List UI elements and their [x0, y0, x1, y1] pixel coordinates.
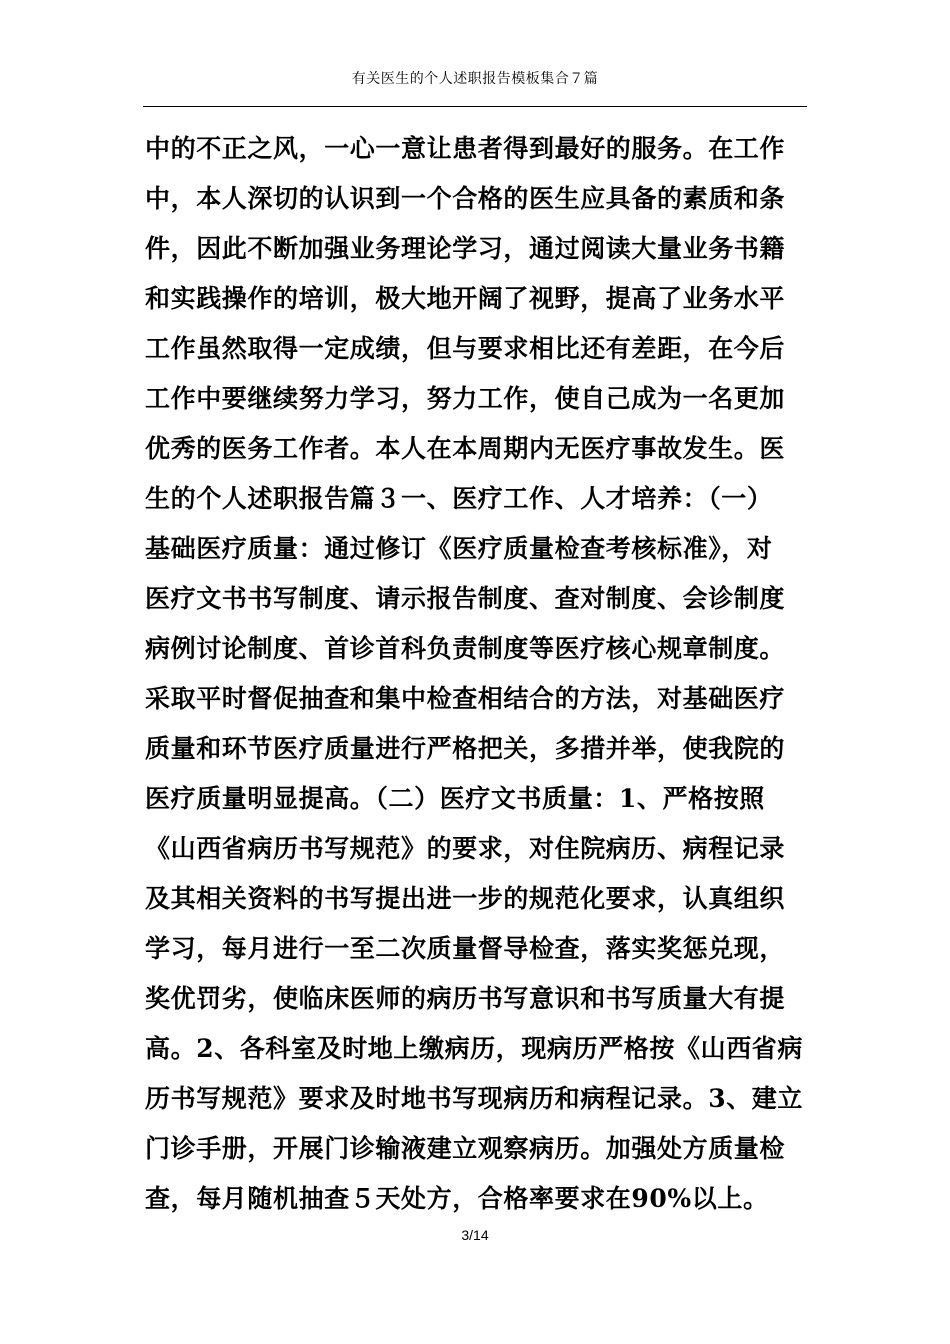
page-number: 3/14	[461, 1227, 489, 1243]
header-divider	[143, 106, 807, 107]
body-line: 生的个人述职报告篇３一、医疗工作、人才培养：（一）	[145, 484, 773, 513]
body-line: 和实践操作的培训，极大地开阔了视野，提高了业务水平	[145, 284, 786, 313]
body-line: 学习，每月进行一至二次质量督导检查，落实奖惩兑现，	[145, 934, 786, 963]
body-line: 件，因此不断加强业务理论学习，通过阅读大量业务书籍	[145, 234, 786, 263]
body-line: 病例讨论制度、首诊首科负责制度等医疗核心规章制度。	[145, 634, 786, 663]
running-header-title: 有关医生的个人述职报告模板集合７篇	[351, 71, 599, 87]
body-line: 质量和环节医疗质量进行严格把关，多措并举，使我院的	[145, 734, 786, 763]
body-line: 历书写规范》要求及时地书写现病历和病程记录。3、建立	[145, 1084, 803, 1113]
body-line: 采取平时督促抽查和集中检查相结合的方法，对基础医疗	[145, 684, 786, 713]
body-line: 优秀的医务工作者。本人在本周期内无医疗事故发生。医	[145, 434, 786, 463]
body-line: 《山西省病历书写规范》的要求，对住院病历、病程记录	[145, 834, 786, 863]
body-line: 工作中要继续努力学习，努力工作，使自己成为一名更加	[145, 384, 786, 413]
body-line: 医疗质量明显提高。（二）医疗文书质量：1、严格按照	[145, 784, 765, 813]
body-line: 奖优罚劣，使临床医师的病历书写意识和书写质量大有提	[145, 984, 786, 1013]
body-text	[145, 124, 825, 1224]
body-line: 高。2、各科室及时地上缴病历，现病历严格按《山西省病	[145, 1034, 803, 1063]
body-line: 工作虽然取得一定成绩，但与要求相比还有差距，在今后	[145, 334, 786, 363]
body-line: 中，本人深切的认识到一个合格的医生应具备的素质和条	[145, 184, 786, 213]
body-line: 基础医疗质量：通过修订《医疗质量检查考核标准》，对	[145, 534, 773, 563]
body-line: 中的不正之风，一心一意让患者得到最好的服务。在工作	[145, 134, 786, 163]
body-line: 门诊手册，开展门诊输液建立观察病历。加强处方质量检	[145, 1134, 786, 1163]
body-line: 查，每月随机抽查５天处方，合格率要求在90%以上。	[145, 1184, 769, 1213]
body-line: 及其相关资料的书写提出进一步的规范化要求，认真组织	[145, 884, 786, 913]
body-line: 医疗文书书写制度、请示报告制度、查对制度、会诊制度	[145, 584, 786, 613]
